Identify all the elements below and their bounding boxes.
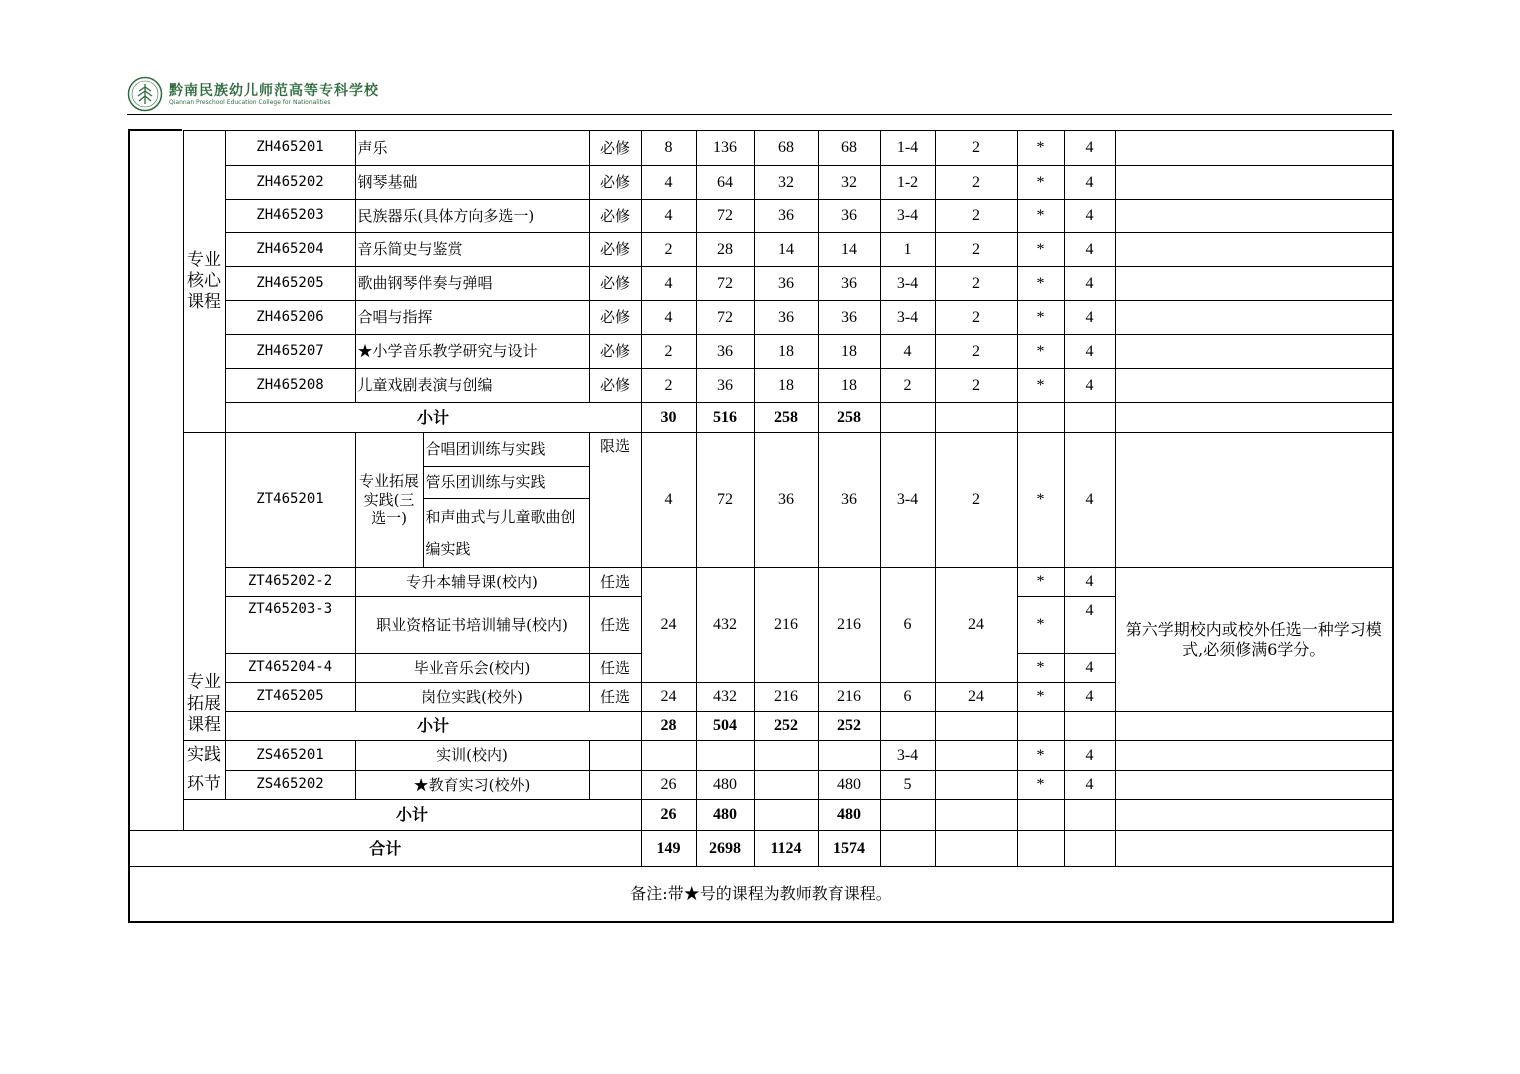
table-row	[129, 267, 1393, 301]
total-hours: 432	[696, 568, 754, 683]
subtotal-label: 小计	[183, 800, 641, 831]
subtotal-credit: 26	[641, 800, 696, 831]
course-type: 必修	[589, 233, 641, 267]
credit: 2	[641, 233, 696, 267]
exam-mark: *	[1017, 335, 1064, 369]
practice-hours: 36	[818, 200, 880, 233]
remark-cell	[1115, 301, 1393, 335]
subtotal-hours: 504	[696, 712, 754, 741]
header-divider	[127, 114, 1392, 115]
exam-mark: *	[1017, 301, 1064, 335]
subtotal-hours: 480	[696, 800, 754, 831]
term: 3-4	[880, 433, 935, 568]
weekly-hours: 2	[935, 233, 1017, 267]
practice-hours: 68	[818, 131, 880, 166]
subtotal-label: 小计	[225, 403, 641, 433]
subtotal-practice: 258	[818, 403, 880, 433]
assessment: 4	[1064, 233, 1115, 267]
course-type: 必修	[589, 369, 641, 403]
theory-hours: 18	[754, 335, 818, 369]
theory-hours: 14	[754, 233, 818, 267]
exam-mark: *	[1017, 683, 1064, 712]
assessment: 4	[1064, 267, 1115, 301]
total-hours: 72	[696, 267, 754, 301]
subtotal-practice: 252	[818, 712, 880, 741]
course-type: 任选	[589, 568, 641, 597]
theory-hours: 32	[754, 166, 818, 200]
weekly-hours: 2	[935, 369, 1017, 403]
credit: 4	[641, 200, 696, 233]
weekly-hours: 2	[935, 433, 1017, 568]
course-type: 任选	[589, 683, 641, 712]
total-hours: 72	[696, 433, 754, 568]
practice-hours: 36	[818, 301, 880, 335]
credit: 26	[641, 771, 696, 800]
assessment: 4	[1064, 683, 1115, 712]
course-name: 岗位实践(校外)	[355, 683, 589, 712]
total-hours: 432	[696, 683, 754, 712]
subtotal-credit: 30	[641, 403, 696, 433]
option-item: 管乐团训练与实践	[423, 467, 589, 499]
weekly-hours: 24	[935, 568, 1017, 683]
theory-hours: 216	[754, 568, 818, 683]
subtotal-row	[129, 403, 1393, 433]
weekly-hours: 2	[935, 200, 1017, 233]
subtotal-theory: 252	[754, 712, 818, 741]
credit: 4	[641, 267, 696, 301]
table-row	[129, 741, 1393, 771]
course-name: ★小学音乐教学研究与设计	[355, 335, 589, 369]
theory-hours: 216	[754, 683, 818, 712]
table-row	[129, 200, 1393, 233]
theory-hours: 36	[754, 301, 818, 335]
table-row	[129, 166, 1393, 200]
course-code: ZH465202	[225, 166, 355, 200]
remark-row	[129, 867, 1393, 922]
course-name: 专升本辅导课(校内)	[355, 568, 589, 597]
exam-mark: *	[1017, 131, 1064, 166]
assessment: 4	[1064, 369, 1115, 403]
course-name: 音乐简史与鉴赏	[355, 233, 589, 267]
weekly-hours: 2	[935, 335, 1017, 369]
weekly-hours: 2	[935, 267, 1017, 301]
exam-mark: *	[1017, 654, 1064, 683]
assessment: 4	[1064, 597, 1115, 654]
term: 5	[880, 771, 935, 800]
term: 6	[880, 683, 935, 712]
term: 1-4	[880, 131, 935, 166]
total-hours: 72	[696, 200, 754, 233]
total-hours: 36	[696, 369, 754, 403]
table-row	[129, 369, 1393, 403]
total-theory: 1124	[754, 831, 818, 867]
course-name: 实训(校内)	[355, 741, 589, 771]
total-row	[129, 831, 1393, 867]
term: 4	[880, 335, 935, 369]
remark-cell	[1115, 433, 1393, 568]
credit: 2	[641, 369, 696, 403]
total-label: 合计	[129, 831, 641, 867]
exam-mark: *	[1017, 597, 1064, 654]
course-type: 任选	[589, 654, 641, 683]
table-row	[129, 568, 1393, 597]
theory-hours: 36	[754, 433, 818, 568]
course-type: 必修	[589, 335, 641, 369]
course-category: 专业拓展实践(三选一)	[355, 433, 423, 568]
exam-mark: *	[1017, 568, 1064, 597]
total-hours: 72	[696, 301, 754, 335]
assessment: 4	[1064, 301, 1115, 335]
total-hours: 2698	[696, 831, 754, 867]
remark-cell	[1115, 200, 1393, 233]
course-name: 合唱与指挥	[355, 301, 589, 335]
theory-hours: 18	[754, 369, 818, 403]
term: 1-2	[880, 166, 935, 200]
subtotal-row	[129, 800, 1393, 831]
weekly-hours: 2	[935, 166, 1017, 200]
outer-category-cell	[129, 131, 183, 831]
assessment: 4	[1064, 200, 1115, 233]
weekly-hours: 2	[935, 131, 1017, 166]
credit: 24	[641, 568, 696, 683]
course-name: 声乐	[355, 131, 589, 166]
credit: 8	[641, 131, 696, 166]
course-code: ZH465205	[225, 267, 355, 301]
course-plan-table	[128, 130, 1394, 923]
course-name: 毕业音乐会(校内)	[355, 654, 589, 683]
assessment: 4	[1064, 131, 1115, 166]
group-label-practice: 实践环节	[183, 741, 225, 800]
course-code: ZS465201	[225, 741, 355, 771]
page-header	[127, 72, 1392, 116]
weekly-hours: 2	[935, 301, 1017, 335]
group-label-ext: 专业拓展课程	[183, 433, 225, 741]
exam-mark: *	[1017, 233, 1064, 267]
table-row	[129, 771, 1393, 800]
table-row	[129, 335, 1393, 369]
subtotal-theory: 258	[754, 403, 818, 433]
subtotal-row	[129, 712, 1393, 741]
subtotal-practice: 480	[818, 800, 880, 831]
course-code: ZH465208	[225, 369, 355, 403]
course-name: 钢琴基础	[355, 166, 589, 200]
exam-mark: *	[1017, 433, 1064, 568]
exam-mark: *	[1017, 771, 1064, 800]
subtotal-hours: 516	[696, 403, 754, 433]
table-row	[129, 233, 1393, 267]
theory-hours: 36	[754, 200, 818, 233]
course-code: ZH465203	[225, 200, 355, 233]
credit: 4	[641, 301, 696, 335]
assessment: 4	[1064, 771, 1115, 800]
remark-cell	[1115, 267, 1393, 301]
remark-cell	[1115, 233, 1393, 267]
assessment: 4	[1064, 654, 1115, 683]
credit: 4	[641, 166, 696, 200]
assessment: 4	[1064, 433, 1115, 568]
practice-hours: 18	[818, 369, 880, 403]
group-label-core: 专业核心课程	[183, 131, 225, 433]
course-name: 民族器乐(具体方向多选一)	[355, 200, 589, 233]
total-credit: 149	[641, 831, 696, 867]
course-code: ZH465204	[225, 233, 355, 267]
course-type: 必修	[589, 301, 641, 335]
weekly-hours: 24	[935, 683, 1017, 712]
course-type: 任选	[589, 597, 641, 654]
table-row	[129, 433, 1393, 467]
table-row	[129, 301, 1393, 335]
elective-note: 第六学期校内或校外任选一种学习模式,必须修满6学分。	[1115, 568, 1393, 712]
credit: 4	[641, 433, 696, 568]
term: 3-4	[880, 267, 935, 301]
exam-mark: *	[1017, 741, 1064, 771]
assessment: 4	[1064, 335, 1115, 369]
practice-hours: 14	[818, 233, 880, 267]
term: 3-4	[880, 200, 935, 233]
school-logo-icon	[127, 76, 163, 112]
school-name-en: Qiannan Preschool Education College for Nationalities	[169, 99, 331, 106]
course-type: 必修	[589, 166, 641, 200]
course-name: 歌曲钢琴伴奏与弹唱	[355, 267, 589, 301]
practice-hours: 18	[818, 335, 880, 369]
course-name: 职业资格证书培训辅导(校内)	[355, 597, 589, 654]
remark-cell	[1115, 131, 1393, 166]
exam-mark: *	[1017, 267, 1064, 301]
course-code: ZT465201	[225, 433, 355, 568]
term: 3-4	[880, 301, 935, 335]
course-code: ZT465204-4	[225, 654, 355, 683]
credit: 2	[641, 335, 696, 369]
course-code: ZT465202-2	[225, 568, 355, 597]
course-type: 必修	[589, 131, 641, 166]
course-type: 必修	[589, 267, 641, 301]
total-hours: 28	[696, 233, 754, 267]
credit: 24	[641, 683, 696, 712]
total-hours: 136	[696, 131, 754, 166]
course-code: ZH465207	[225, 335, 355, 369]
term: 3-4	[880, 741, 935, 771]
assessment: 4	[1064, 741, 1115, 771]
term: 1	[880, 233, 935, 267]
table-row	[129, 131, 1393, 166]
course-code: ZH465206	[225, 301, 355, 335]
practice-hours: 32	[818, 166, 880, 200]
subtotal-credit: 28	[641, 712, 696, 741]
theory-hours: 36	[754, 267, 818, 301]
practice-hours: 216	[818, 568, 880, 683]
exam-mark: *	[1017, 369, 1064, 403]
school-name-cn: 黔南民族幼儿师范高等专科学校	[169, 83, 379, 99]
exam-mark: *	[1017, 200, 1064, 233]
total-practice: 1574	[818, 831, 880, 867]
assessment: 4	[1064, 568, 1115, 597]
course-type: 必修	[589, 200, 641, 233]
course-code: ZT465203-3	[225, 597, 355, 654]
course-name: 儿童戏剧表演与创编	[355, 369, 589, 403]
course-code: ZS465202	[225, 771, 355, 800]
total-hours: 36	[696, 335, 754, 369]
course-code: ZT465205	[225, 683, 355, 712]
total-hours: 64	[696, 166, 754, 200]
course-name: ★教育实习(校外)	[355, 771, 589, 800]
practice-hours: 216	[818, 683, 880, 712]
practice-hours: 36	[818, 433, 880, 568]
remark-cell	[1115, 335, 1393, 369]
practice-hours: 36	[818, 267, 880, 301]
table-remark: 备注:带★号的课程为教师教育课程。	[129, 867, 1393, 922]
total-hours: 480	[696, 771, 754, 800]
option-item: 和声曲式与儿童歌曲创编实践	[423, 499, 589, 568]
course-type: 限选	[589, 433, 641, 568]
term: 2	[880, 369, 935, 403]
remark-cell	[1115, 369, 1393, 403]
term: 6	[880, 568, 935, 683]
theory-hours: 68	[754, 131, 818, 166]
remark-cell	[1115, 166, 1393, 200]
course-code: ZH465201	[225, 131, 355, 166]
practice-hours: 480	[818, 771, 880, 800]
assessment: 4	[1064, 166, 1115, 200]
exam-mark: *	[1017, 166, 1064, 200]
subtotal-label: 小计	[225, 712, 641, 741]
option-item: 合唱团训练与实践	[423, 433, 589, 467]
